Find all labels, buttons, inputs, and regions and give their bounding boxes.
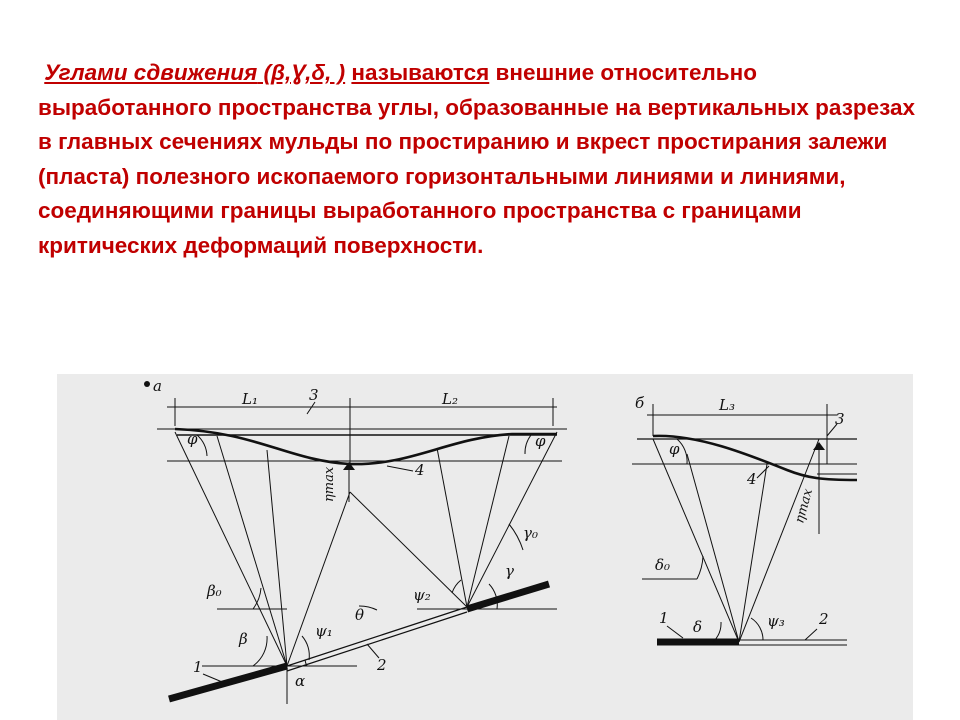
- definition-verb: называются: [351, 60, 490, 85]
- delta0-arc: [697, 556, 703, 579]
- panel-b-label: б: [635, 394, 645, 412]
- psi2-arc: [452, 580, 461, 593]
- label-gamma: γ: [505, 562, 514, 580]
- label-3-b: 3: [835, 410, 845, 428]
- phi-arc-left: [197, 435, 207, 456]
- phi-arc-right: [525, 435, 531, 454]
- label-L3: L₃: [719, 396, 735, 414]
- label-psi3: ψ₃: [767, 612, 785, 630]
- label-delta: δ: [693, 618, 703, 636]
- definition-paragraph: [38, 56, 928, 263]
- label-2-b: 2: [819, 610, 829, 628]
- panel-a-marker: [144, 381, 150, 387]
- leader-2-a: [367, 644, 379, 658]
- label-delta0: δ₀: [655, 556, 671, 574]
- term-symbols: (β,Ɣ,δ, ): [257, 60, 346, 85]
- figure-drawing: [57, 374, 913, 720]
- definition-text: [38, 56, 928, 263]
- theta-line-right: [350, 492, 467, 607]
- label-4-b: 4: [747, 470, 757, 488]
- beta-arc: [253, 636, 267, 666]
- definition-body: внешние относительно выработанного пространства углы, образованные на вертикальных разрезах в главных сечениях мульды по простиранию и вкрест простирания залежи (пласта) полезного ископаемого горизонтальными линиями и линиями, соединяющими границы выработанного пространства с границами критических деформаций поверхности.: [38, 60, 916, 258]
- label-eta-max-b: ηmax: [792, 487, 816, 526]
- delta-line: [687, 454, 739, 642]
- panel-a: [144, 377, 567, 704]
- panel-b: [632, 394, 857, 645]
- psi1-arc: [302, 636, 309, 660]
- gamma0-arc: [509, 524, 523, 550]
- beta0-line: [175, 432, 287, 666]
- label-2-a: 2: [377, 656, 387, 674]
- label-1-a: 1: [193, 658, 203, 676]
- leader-4-b: [757, 466, 769, 478]
- psi2-line: [437, 448, 467, 607]
- gamma0-line: [467, 432, 557, 607]
- psi3-arc: [751, 618, 763, 640]
- label-1-b: 1: [659, 609, 669, 627]
- label-theta: θ: [355, 606, 365, 624]
- leader-2-b: [805, 629, 817, 640]
- leader-1-b: [667, 626, 683, 638]
- label-phi-b: φ: [669, 440, 680, 458]
- gamma-line: [467, 436, 509, 607]
- label-L1: L₁: [242, 390, 258, 408]
- label-eta-max-a: ηmax: [322, 466, 337, 502]
- label-L2: L₂: [442, 390, 458, 408]
- inner-line-b: [739, 464, 767, 642]
- label-gamma0: γ₀: [523, 524, 538, 542]
- label-beta: β: [239, 630, 248, 648]
- leader-1-a: [203, 674, 227, 684]
- label-3-a: 3: [309, 386, 319, 404]
- leader-4-a: [387, 466, 413, 471]
- label-phi-right: φ: [535, 432, 546, 450]
- definition-term: [44, 60, 345, 85]
- label-psi1: ψ₁: [315, 622, 333, 640]
- panel-a-label: а: [153, 377, 162, 395]
- leader-3-b: [827, 424, 837, 436]
- label-psi2: ψ₂: [413, 586, 431, 604]
- label-4-a: 4: [415, 461, 425, 479]
- label-alpha: α: [295, 672, 306, 690]
- seam-right-thick: [467, 584, 549, 609]
- label-phi-left: φ: [187, 430, 198, 448]
- subsidence-angles-figure: [57, 374, 913, 720]
- seam-left-thick: [169, 666, 287, 699]
- term-words: Углами сдвижения: [44, 60, 258, 85]
- label-beta0: β₀: [207, 582, 222, 600]
